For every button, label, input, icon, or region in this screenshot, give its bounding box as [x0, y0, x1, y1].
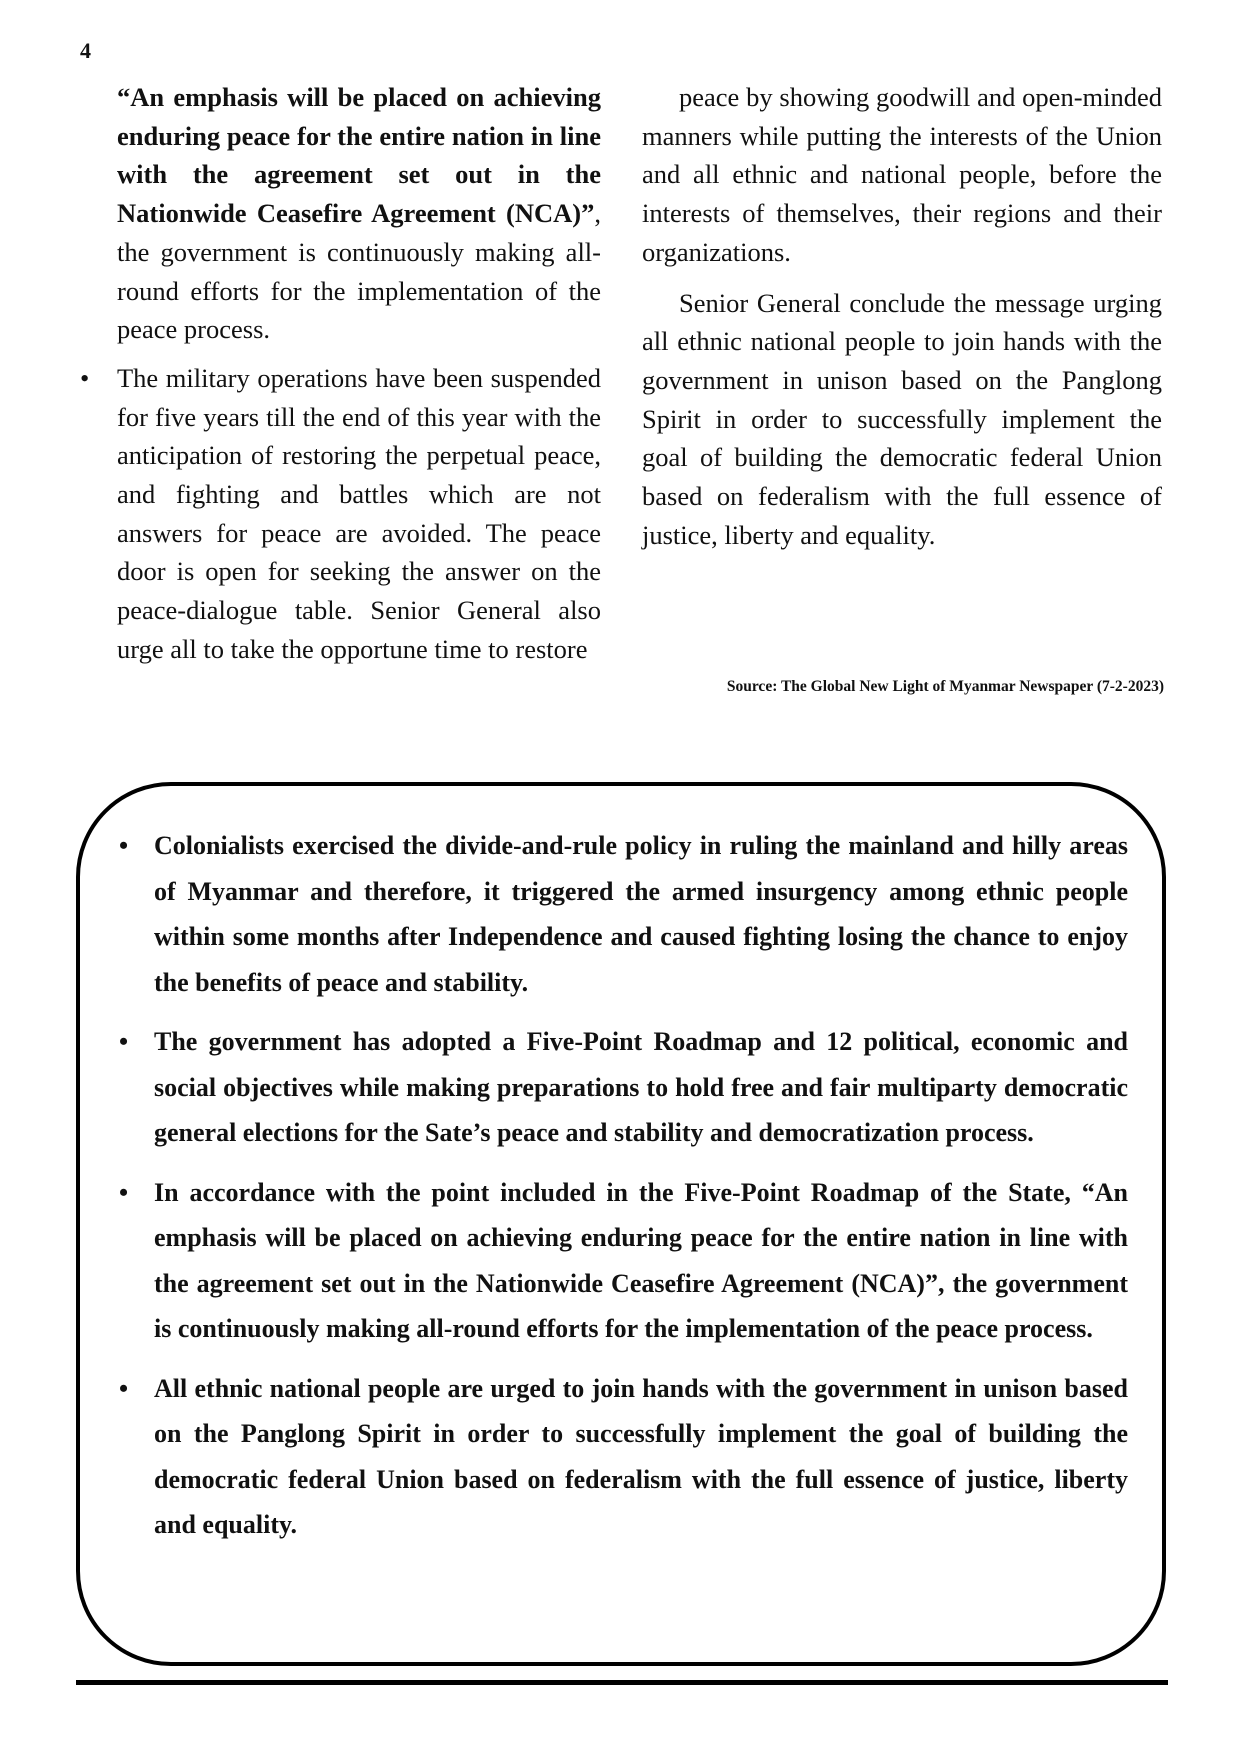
bullet-text: The military operations have been suspended for five years till the end of this year with the anticipation of restoring the perpetual peace, and fighting and battles which are not answers for peace are avoided. The peace door is open for seeking the answer on the peace-dialogue table. Senior General also urge all to take the opportune time to restore [117, 362, 601, 664]
bullet-icon: • [119, 831, 129, 860]
summary-item [119, 1366, 1128, 1548]
bottom-rule [76, 1680, 1168, 1685]
summary-item [119, 1170, 1128, 1352]
summary-list [119, 823, 1128, 1562]
summary-item-text: All ethnic national people are urged to join hands with the government in unison based on the Panglong Spirit in order to successfully implement the goal of building the democratic federal Union based on federalism with the full essence of justice, liberty and equality. [154, 1373, 1128, 1539]
bullet-icon: • [119, 1373, 129, 1403]
source-citation: Source: The Global New Light of Myanmar Newspaper (7-2-2023) [726, 678, 1164, 695]
intro-continuation: , the government is continuously making all-round efforts for the implementation of the peace process. [117, 198, 601, 345]
right-paragraph-1: peace by showing goodwill and open-minded manners while putting the interests of the Union and all ethnic and national people, before the interests of themselves, their regions and their organizations. [642, 82, 1162, 267]
summary-item-text: In accordance with the point included in the Five-Point Roadmap of the State, “An emphasis will be placed on achieving enduring peace for the entire nation in line with the agreement set out in the Nationwide Ceasefire Agreement (NCA)”, the government is continuously making all-round efforts for the implementation of the peace process. [154, 1177, 1128, 1343]
bullet-icon: • [119, 1027, 129, 1056]
summary-item [119, 823, 1128, 1005]
left-intro-paragraph [117, 78, 601, 349]
summary-item-text: The government has adopted a Five-Point Roadmap and 12 political, economic and social objectives while making preparations to hold free and fair multiparty democratic general elections for the Sate’s peace and stability and democratization process. [154, 1027, 1128, 1147]
bullet-icon: • [119, 1177, 129, 1207]
left-bullet-item [80, 359, 601, 669]
page-number: 4 [80, 38, 91, 63]
summary-item [119, 1019, 1128, 1156]
summary-item-text: Colonialists exercised the divide-and-rule policy in ruling the mainland and hilly areas of Myanmar and therefore, it triggered the armed insurgency among ethnic people within some months after Independence and caused fighting losing the chance to enjoy the benefits of peace and stability. [154, 831, 1128, 997]
right-paragraph-2: Senior General conclude the message urging all ethnic national people to join hands with the government in unison based on the Panglong Spirit in order to successfully implement the goal of building the democratic federal Union based on federalism with the full essence of justice, liberty and equality. [642, 287, 1162, 550]
left-column [80, 78, 601, 669]
bullet-icon: • [80, 362, 90, 393]
right-column [642, 78, 1162, 554]
quoted-emphasis: “An emphasis will be placed on achieving enduring peace for the entire nation in line with the agreement set out in the Nationwide Ceasefire Agreement (NCA)” [117, 82, 601, 229]
